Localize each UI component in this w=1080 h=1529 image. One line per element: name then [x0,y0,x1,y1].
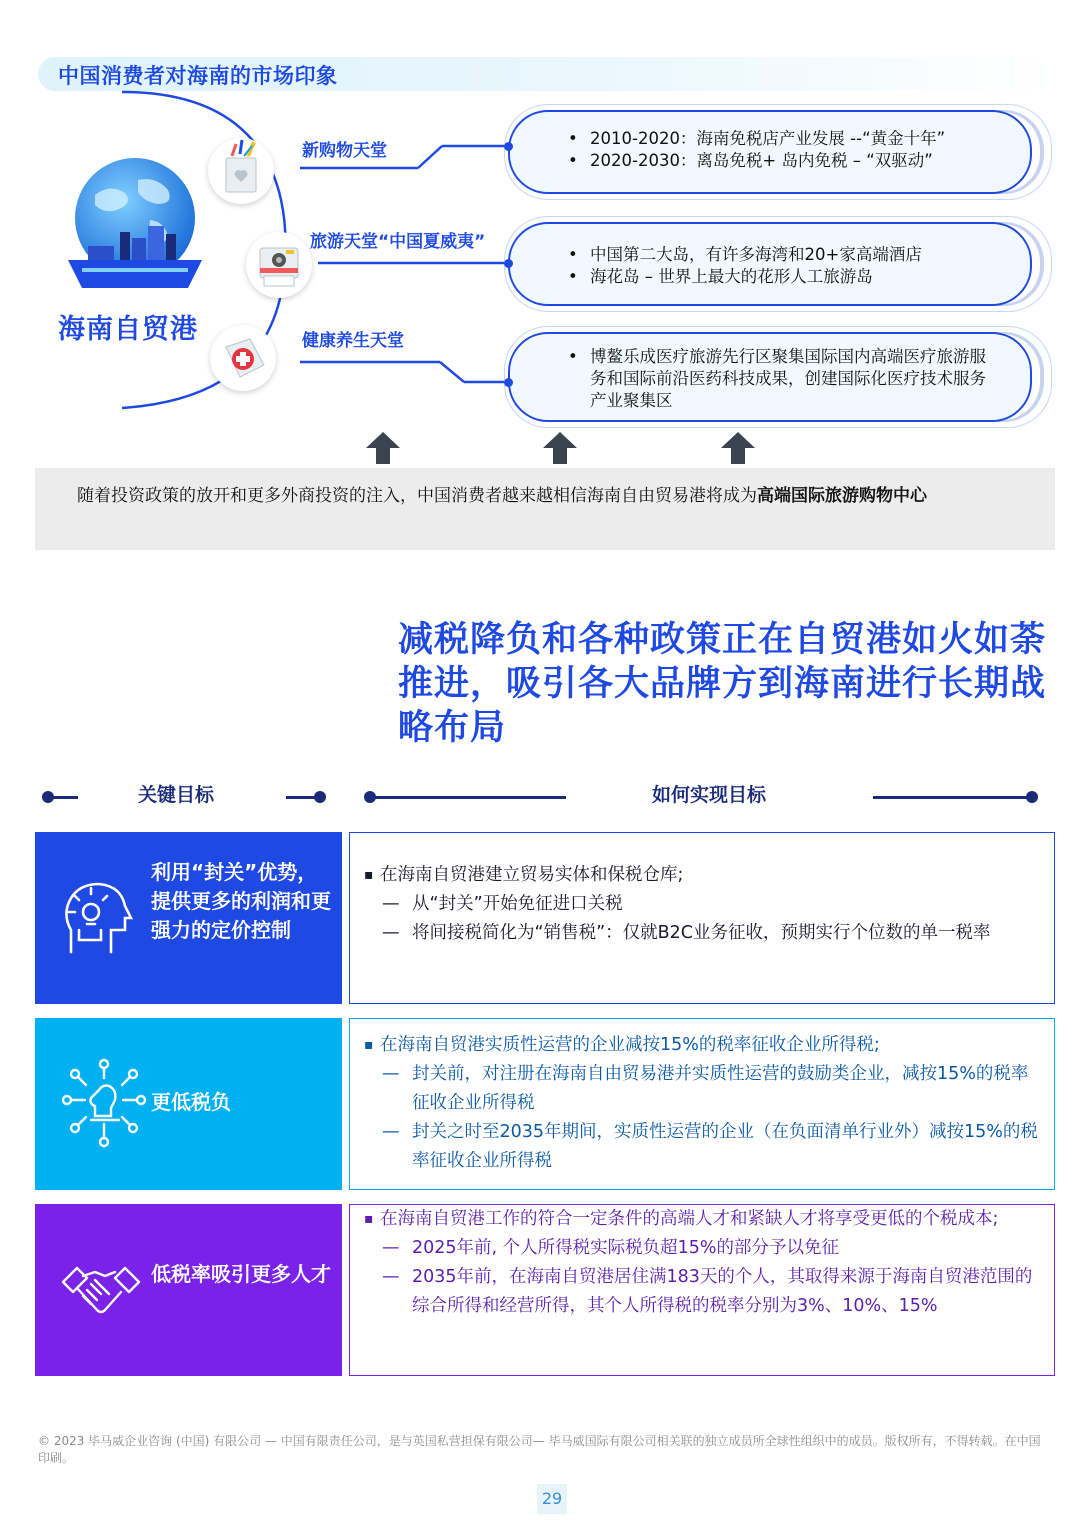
shopping-bag-icon [208,138,274,204]
header-line [370,796,566,799]
camera-photo-icon [246,232,312,298]
detail-sub: — 2035年前，在海南自贸港居住满183天的个人，其取得来源于海南自贸港范围的综合所得和经营所得，其个人所得税的税率分别为3%、10%、15% [350,1263,1044,1321]
goal-text: 更低税负 [151,1090,231,1114]
globe-port-illustration [60,150,210,300]
detail-sub: — 封关之时至2035年期间，实质性运营的企业（在负面清单行业外）减按15%的税率征收企业所得税 [350,1118,1044,1176]
col-head-how: 如何实现目标 [652,784,767,806]
goal-box-talent [35,1204,342,1376]
summary-highlight: 高端国际旅游购物中心 [757,486,927,506]
section2-title: 减税降负和各种政策正在自贸港如火如荼推进，吸引各大品牌方到海南进行长期战略布局 [398,620,1047,748]
bullet-item: • 2010-2020：海南免税店产业发展 --“黄金十年” [560,128,1030,150]
copyright-footer: © 2023 毕马威企业咨询 (中国) 有限公司 — 中国有限责任公司，是与英国私营担保有限公司— 毕马威国际有限公司相关联的独立成员所全球性组织中的成员。版权所有，不得转载。在中国印刷。 [38,1434,1041,1465]
goal-box-tax [35,1018,342,1190]
goal-box-pricing [35,832,342,1004]
category-label-health: 健康养生天堂 [302,331,404,351]
up-arrow-icon [543,432,577,464]
info-pill-health [508,332,1032,422]
detail-box-tax [349,1018,1055,1190]
header-dot [1026,791,1038,803]
header-line [873,796,1033,799]
summary-plain: 随着投资政策的放开和更多外商投资的注入，中国消费者越来越相信海南自由贸易港将成为 [77,486,757,506]
section-header-text: 中国消费者对海南的市场印象 [58,64,338,88]
detail-sub: — 将间接税简化为“销售税”：仅就B2C业务征收，预期实行个位数的单一税率 [350,919,1042,948]
col-head-goals: 关键目标 [138,784,215,806]
brand-title: 海南自贸港 [58,314,198,345]
detail-sub: — 封关前，对注册在海南自由贸易港并实质性运营的鼓励类企业，减按15%的税率征收企业所得税 [350,1060,1044,1118]
detail-main: ▪ 在海南自贸港实质性运营的企业减按15%的税率征收企业所得税; [350,1031,1044,1060]
summary-text [77,484,1042,509]
detail-box-talent [349,1204,1055,1376]
up-arrow-icon [366,432,400,464]
page-number: 29 [537,1484,567,1514]
category-label-shopping: 新购物天堂 [302,141,387,161]
header-line [48,796,78,799]
bullet-item: • 海花岛 – 世界上最大的花形人工旅游岛 [560,266,1030,288]
medical-tag-icon [210,325,276,391]
connector-dot [504,378,513,387]
detail-box-pricing [349,832,1055,1004]
section-header [38,57,1056,91]
detail-sub: — 从“封关”开始免征进口关税 [350,890,1042,919]
bullet-item: • 中国第二大岛，有许多海湾和20+家高端酒店 [560,244,1030,266]
chess-knight-network-icon [61,1058,147,1148]
connector-dot [504,259,513,268]
header-dot [314,791,326,803]
goal-text: 低税率吸引更多人才 [151,1262,331,1286]
category-label-travel: 旅游天堂“中国夏威夷” [310,232,486,252]
summary-bar [35,468,1055,550]
bullet-item: • 2020-2030：离岛免税+ 岛内免税 – “双驱动” [560,150,1030,172]
bullet-item: • 博鳌乐成医疗旅游先行区聚集国际国内高端医疗旅游服务和国际前沿医药科技成果，创建国际化医疗技术服务产业聚集区 [560,346,990,412]
idea-head-icon [61,872,139,954]
info-pill-shopping [508,110,1032,194]
connector-dot [504,142,513,151]
detail-sub: — 2025年前, 个人所得税实际税负超15%的部分予以免征 [350,1234,1044,1263]
detail-main: ▪ 在海南自贸港建立贸易实体和保税仓库; [350,861,1042,890]
info-pill-travel [508,222,1032,306]
goal-text: 利用“封关”优势，提供更多的利润和更强力的定价控制 [151,860,331,942]
handshake-icon [61,1260,141,1320]
detail-main: ▪ 在海南自贸港工作的符合一定条件的高端人才和紧缺人才将享受更低的个税成本; [350,1205,1044,1234]
up-arrow-icon [721,432,755,464]
